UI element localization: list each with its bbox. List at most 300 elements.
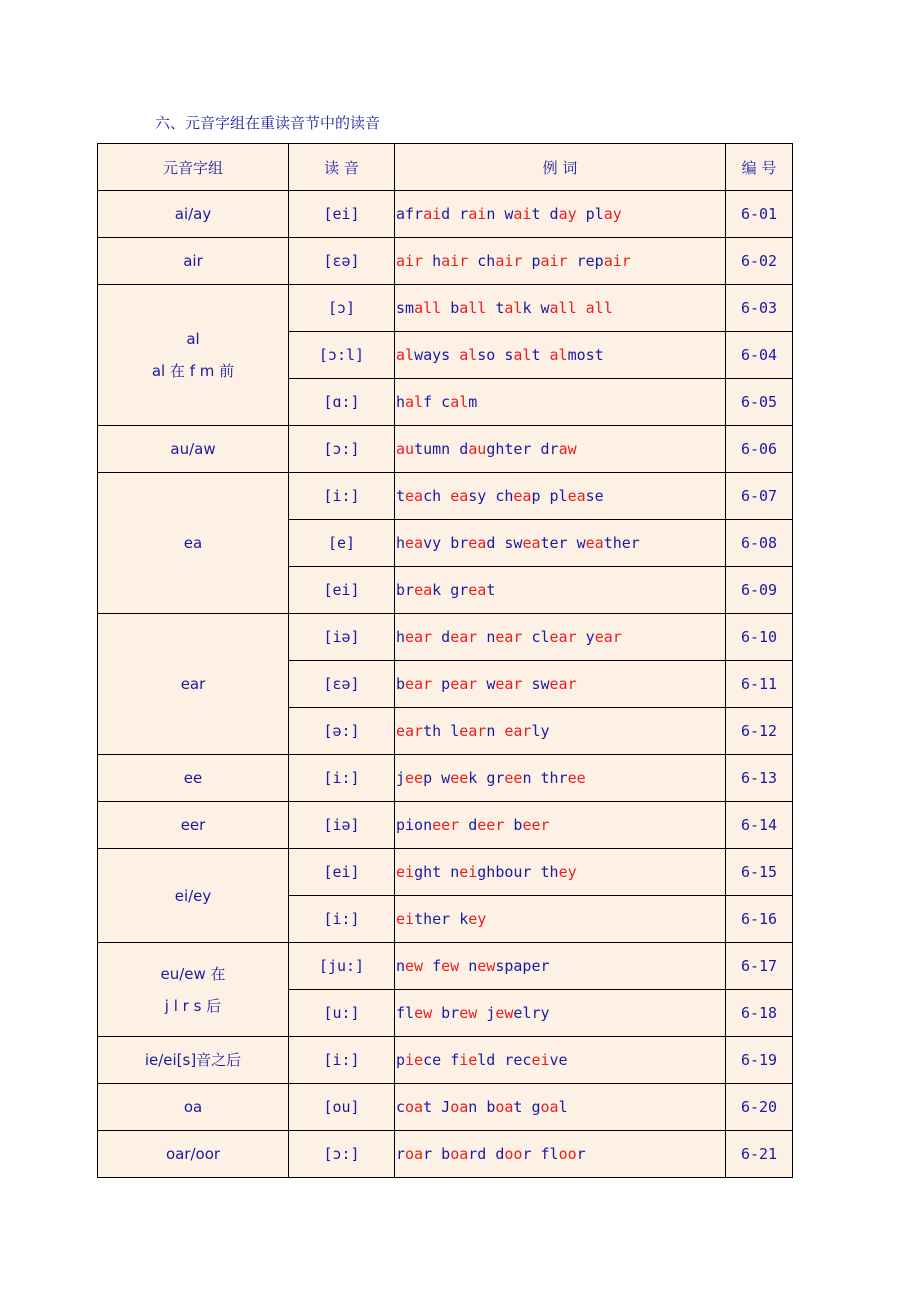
number-cell: 6-21 [726,1131,793,1178]
example-words-cell [395,285,726,332]
example-word [396,910,450,928]
number-cell: 6-13 [726,755,793,802]
word-letters: ch [423,487,442,505]
word-letters: d [486,534,496,552]
word-letters: ly [531,722,550,740]
highlighted-letters: ei [531,1051,550,1069]
word-letters: h [432,252,442,270]
word-letters: k [459,910,469,928]
highlighted-letters: ay [603,205,622,223]
word-letters: br [450,534,469,552]
highlighted-letters: ai [423,205,442,223]
table-row [98,802,793,849]
highlighted-letters: ea [405,534,424,552]
phonetic-cell: [iə] [289,802,395,849]
highlighted-letters: ew [477,957,496,975]
highlighted-letters: ear [396,722,424,740]
highlighted-letters: ei [396,863,415,881]
highlighted-letters: ea [513,487,532,505]
example-words-cell [395,755,726,802]
example-word [486,628,522,646]
highlighted-letters: ei [396,910,415,928]
highlighted-letters: ea [468,534,487,552]
word-letters: d [468,816,478,834]
example-word [550,346,604,364]
phonetic-cell: [ei] [289,849,395,896]
example-words-cell [395,426,726,473]
highlighted-letters: ea [414,581,433,599]
highlighted-letters: ew [441,957,460,975]
phonetic-cell: [u:] [289,990,395,1037]
example-words-cell [395,943,726,990]
highlighted-letters: ear [549,628,577,646]
phonetic-cell: [i:] [289,1037,395,1084]
example-word [396,769,432,787]
phonetic-cell: [i:] [289,473,395,520]
example-word [396,863,441,881]
highlighted-letters: ew [495,1004,514,1022]
example-words-cell [395,567,726,614]
number-cell: 6-10 [726,614,793,661]
word-letters: d [549,205,559,223]
example-word [396,1004,432,1022]
example-word [396,534,441,552]
example-word [486,675,522,693]
word-letters: dr [540,440,559,458]
word-letters: r [576,1145,586,1163]
table-row [98,191,793,238]
highlighted-letters: au [468,440,487,458]
word-letters: sw [504,534,523,552]
example-word [396,393,432,411]
table-header-row [98,144,793,191]
word-letters: t [486,581,496,599]
word-letters: p [423,769,433,787]
example-word [396,299,441,317]
vowel-group-cell [98,191,289,238]
example-word [396,1098,432,1116]
example-word [550,205,577,223]
example-word [432,252,468,270]
highlighted-letters: air [603,252,631,270]
highlighted-letters: ear [459,722,487,740]
number-cell: 6-12 [726,708,793,755]
header-example-words: 例 词 [395,144,726,191]
highlighted-letters: all [414,299,442,317]
example-word [441,393,477,411]
phonetic-cell: [ɛə] [289,238,395,285]
vowel-group-cell [98,943,289,1037]
word-letters: p [531,487,541,505]
number-cell: 6-18 [726,990,793,1037]
highlighted-letters: air [540,252,568,270]
table-body [98,191,793,1178]
vowel-group-label: ea [183,534,203,552]
highlighted-letters: oa [450,1145,469,1163]
word-letters: afr [396,205,424,223]
example-word [531,675,576,693]
vowel-group-label: ee [183,769,203,787]
word-letters: ce [423,1051,442,1069]
number-cell: 6-20 [726,1084,793,1131]
word-letters: c [396,1098,406,1116]
word-letters: g [531,1098,541,1116]
word-letters: c [441,393,451,411]
word-letters: l [558,1098,568,1116]
phonetic-cell: [ei] [289,191,395,238]
example-word [441,769,477,787]
vowel-group-cell [98,1037,289,1084]
highlighted-letters: ai [468,205,487,223]
word-letters: t [396,487,406,505]
highlighted-letters: ew [405,957,424,975]
highlighted-letters: ei [459,863,478,881]
highlighted-letters: al [549,346,568,364]
word-letters: ch [477,252,496,270]
vowel-group-label: eu/ew 在 [160,964,226,983]
example-word [541,863,577,881]
example-words-cell [395,990,726,1037]
example-word [441,1098,477,1116]
word-letters: ve [549,1051,568,1069]
vowel-group-cell [98,802,289,849]
word-letters: rec [504,1051,532,1069]
highlighted-letters: eer [522,816,550,834]
vowel-group-cell [98,473,289,614]
word-letters: pl [549,487,568,505]
example-word [396,957,423,975]
example-word [459,346,495,364]
word-letters: k [468,769,478,787]
vowel-group-label: ear [180,675,206,693]
word-letters: sy [468,487,487,505]
highlighted-letters: ie [405,1051,424,1069]
word-letters: j [486,1004,496,1022]
word-letters: h [396,393,406,411]
example-word [396,1145,432,1163]
example-word [459,910,486,928]
word-letters: w [540,299,550,317]
word-letters: n [468,957,478,975]
word-letters: h [396,628,406,646]
table-row [98,614,793,661]
word-letters: b [486,1098,496,1116]
example-word [450,534,495,552]
vowel-group-label: oa [183,1098,203,1116]
word-letters: cl [531,628,550,646]
vowel-group-cell [98,238,289,285]
word-letters: fl [540,1145,559,1163]
example-words-cell [395,614,726,661]
example-word [396,252,423,270]
highlighted-letters: ey [468,910,487,928]
phonetic-cell: [ɔ:l] [289,332,395,379]
word-letters: w [504,205,514,223]
vowel-group-label: au/aw [170,440,216,458]
word-letters: s [504,346,514,364]
example-word [486,769,531,787]
word-letters: n [468,1098,478,1116]
example-word [396,487,441,505]
example-word [396,675,432,693]
word-letters: h [396,534,406,552]
word-letters: elry [513,1004,550,1022]
example-word [495,299,531,317]
word-letters: p [396,1051,406,1069]
highlighted-letters: ea [567,487,586,505]
vowel-group-label: al 在 f m 前 [151,362,235,380]
highlighted-letters: ear [504,722,532,740]
word-letters: n [522,769,532,787]
highlighted-letters: all [549,299,577,317]
word-letters: w [576,534,586,552]
highlighted-letters: oa [405,1098,424,1116]
vowel-group-label: j l r s 后 [164,996,222,1015]
word-letters: r [459,205,469,223]
vowel-group-cell [98,426,289,473]
example-word [486,1004,549,1022]
vowel-combination-table [97,143,793,1178]
highlighted-letters: oa [540,1098,559,1116]
number-cell: 6-04 [726,332,793,379]
word-letters: n [486,722,496,740]
example-word [468,957,549,975]
phonetic-cell: [ou] [289,1084,395,1131]
vowel-group-cell [98,285,289,426]
phonetic-cell: [ɔ:] [289,426,395,473]
word-letters: tumn [414,440,451,458]
word-letters: k [522,299,532,317]
number-cell: 6-14 [726,802,793,849]
highlighted-letters: ear [549,675,577,693]
example-word [504,1051,567,1069]
example-word [495,1145,531,1163]
word-letters: p [441,675,451,693]
word-letters: d [441,205,451,223]
header-number: 编 号 [726,144,793,191]
page-title: 六、元音字组在重读音节中的读音 [155,114,381,132]
highlighted-letters: al [396,346,415,364]
example-word [396,205,450,223]
word-letters: r [396,1145,406,1163]
example-word [586,299,613,317]
vowel-group-label: ei/ey [174,886,212,905]
word-letters: f [423,393,433,411]
phonetic-cell: [ju:] [289,943,395,990]
highlighted-letters: ea [585,534,604,552]
table-row [98,1084,793,1131]
word-letters: m [468,393,478,411]
highlighted-letters: al [405,393,424,411]
word-letters: t [513,1098,523,1116]
table-row [98,238,793,285]
highlighted-letters: ew [414,1004,433,1022]
example-words-cell [395,708,726,755]
phonetic-cell: [ɛə] [289,661,395,708]
example-word [396,581,441,599]
vowel-group-label: ie/ei[s]音之后 [144,1051,242,1069]
word-letters: ght [414,863,442,881]
example-words-cell [395,238,726,285]
example-word [486,1098,522,1116]
highlighted-letters: air [441,252,469,270]
word-letters: so [477,346,496,364]
word-letters: d [495,1145,505,1163]
number-cell: 6-09 [726,567,793,614]
word-letters: r [423,1145,433,1163]
phonetic-cell: [i:] [289,896,395,943]
word-letters: rep [576,252,604,270]
phonetic-cell: [e] [289,520,395,567]
number-cell: 6-11 [726,661,793,708]
example-words-cell [395,661,726,708]
example-words-cell [395,473,726,520]
example-word [459,205,495,223]
word-letters: gr [486,769,505,787]
highlighted-letters: ee [450,769,469,787]
word-letters: gr [450,581,469,599]
word-letters: b [441,1145,451,1163]
example-word [396,722,441,740]
highlighted-letters: oo [504,1145,523,1163]
number-cell: 6-03 [726,285,793,332]
highlighted-letters: ear [405,628,433,646]
example-word [504,205,540,223]
word-letters: y [585,628,595,646]
highlighted-letters: aw [558,440,577,458]
example-words-cell [395,1037,726,1084]
word-letters: ghter [486,440,532,458]
word-letters: n [486,205,496,223]
vowel-group-cell [98,614,289,755]
example-word [450,1051,495,1069]
number-cell: 6-15 [726,849,793,896]
word-letters: w [441,769,451,787]
example-word [550,487,604,505]
highlighted-letters: ee [504,769,523,787]
highlighted-letters: ay [558,205,577,223]
highlighted-letters: au [396,440,415,458]
highlighted-letters: ea [522,534,541,552]
example-words-cell [395,520,726,567]
example-word [504,534,567,552]
example-word [450,299,486,317]
highlighted-letters: oa [495,1098,514,1116]
word-letters: sm [396,299,415,317]
example-word [432,957,459,975]
highlighted-letters: ai [513,205,532,223]
vowel-group-cell [98,755,289,802]
example-word [441,675,477,693]
example-word [541,299,577,317]
highlighted-letters: al [504,299,523,317]
header-vowel-group: 元音字组 [98,144,289,191]
number-cell: 6-05 [726,379,793,426]
highlighted-letters: ie [459,1051,478,1069]
table-row [98,1131,793,1178]
word-letters: ways [414,346,451,364]
example-word [495,487,540,505]
example-words-cell [395,332,726,379]
number-cell: 6-06 [726,426,793,473]
highlighted-letters: ee [567,769,586,787]
example-word [541,440,577,458]
highlighted-letters: oa [405,1145,424,1163]
example-word [450,722,495,740]
word-letters: th [540,863,559,881]
vowel-group-cell [98,849,289,943]
example-word [396,1051,441,1069]
example-words-cell [395,802,726,849]
phonetic-cell: [ɑ:] [289,379,395,426]
word-letters: b [396,675,406,693]
table-row [98,943,793,990]
word-letters: f [450,1051,460,1069]
highlighted-letters: ear [450,675,478,693]
highlighted-letters: eer [432,816,460,834]
phonetic-cell: [ə:] [289,708,395,755]
highlighted-letters: ee [405,769,424,787]
number-cell: 6-19 [726,1037,793,1084]
table-row [98,426,793,473]
number-cell: 6-01 [726,191,793,238]
number-cell: 6-16 [726,896,793,943]
example-word [541,769,586,787]
table-row [98,849,793,896]
word-letters: ter [540,534,568,552]
highlighted-letters: ea [450,487,469,505]
word-letters: sw [531,675,550,693]
vowel-group-cell [98,1084,289,1131]
phonetic-cell: [ɔ:] [289,1131,395,1178]
word-letters: k [432,581,442,599]
word-letters: th [423,722,442,740]
vowel-group-cell [98,1131,289,1178]
word-letters: d [459,440,469,458]
word-letters: spaper [495,957,550,975]
vowel-group-label: eer [180,816,206,834]
example-word [450,487,486,505]
example-word [504,346,540,364]
highlighted-letters: ew [459,1004,478,1022]
phonetic-cell: [ɔ] [289,285,395,332]
word-letters: d [441,628,451,646]
highlighted-letters: air [495,252,523,270]
highlighted-letters: ear [495,628,523,646]
phonetic-cell: [i:] [289,755,395,802]
highlighted-letters: ear [405,675,433,693]
example-word [450,581,495,599]
phonetic-cell: [ei] [289,567,395,614]
word-letters: ther [414,910,451,928]
example-word [513,816,549,834]
highlighted-letters: al [450,393,469,411]
highlighted-letters: al [513,346,532,364]
word-letters: br [396,581,415,599]
word-letters: b [513,816,523,834]
example-word [586,628,622,646]
example-word [577,252,631,270]
word-letters: f [432,957,442,975]
word-letters: ld [477,1051,496,1069]
example-word [441,1004,477,1022]
word-letters: p [531,252,541,270]
table-row [98,473,793,520]
highlighted-letters: ear [450,628,478,646]
word-letters: t [531,205,541,223]
highlighted-letters: ea [405,487,424,505]
table-row [98,1037,793,1084]
